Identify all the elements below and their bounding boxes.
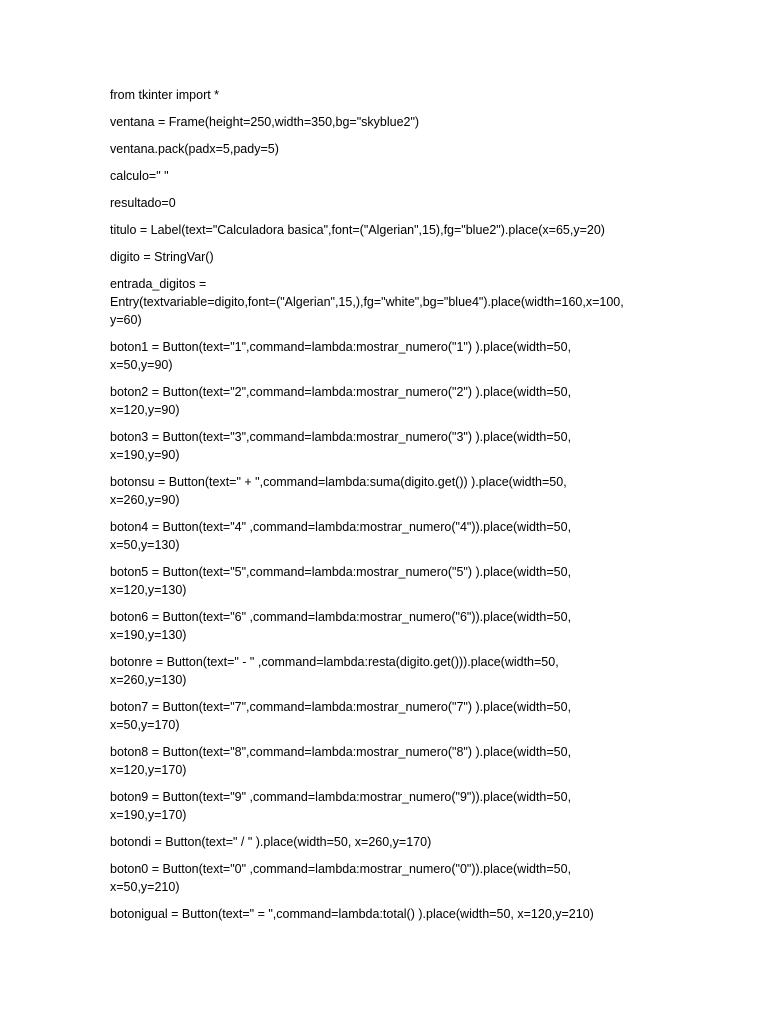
code-line-botondi: botondi = Button(text=" / " ).place(width=50, x=260,y=170) [110, 835, 432, 849]
code-line-boton2: boton2 = Button(text="2",command=lambda:mostrar_numero("2") ).place(width=50, x=120,y=90) [110, 385, 572, 417]
code-line-boton6: boton6 = Button(text="6" ,command=lambda:mostrar_numero("6")).place(width=50, x=190,y=130) [110, 610, 572, 642]
code-line-boton9: boton9 = Button(text="9" ,command=lambda:mostrar_numero("9")).place(width=50, x=190,y=170) [110, 790, 572, 822]
code-line-boton1: boton1 = Button(text="1",command=lambda:mostrar_numero("1") ).place(width=50, x=50,y=90) [110, 340, 572, 372]
code-line-entrada-digitos: entrada_digitos = Entry(textvariable=digito,font=("Algerian",15,),fg="white",bg="blue4").place(width=160,x=100, y=60) [110, 277, 624, 327]
code-line-ventana-pack: ventana.pack(padx=5,pady=5) [110, 142, 279, 156]
code-listing [110, 86, 670, 932]
code-line-botonre: botonre = Button(text=" - " ,command=lambda:resta(digito.get())).place(width=50, x=260,y=130) [110, 655, 559, 687]
code-line-titulo: titulo = Label(text="Calculadora basica",font=("Algerian",15),fg="blue2").place(x=65,y=20) [110, 223, 605, 237]
code-line-boton4: boton4 = Button(text="4" ,command=lambda:mostrar_numero("4")).place(width=50, x=50,y=130) [110, 520, 572, 552]
code-line-boton7: boton7 = Button(text="7",command=lambda:mostrar_numero("7") ).place(width=50, x=50,y=170) [110, 700, 572, 732]
code-line-import: from tkinter import * [110, 88, 220, 102]
code-line-digito: digito = StringVar() [110, 250, 214, 264]
code-line-ventana: ventana = Frame(height=250,width=350,bg="skyblue2") [110, 115, 420, 129]
code-line-botonigual: botonigual = Button(text=" = ",command=lambda:total() ).place(width=50, x=120,y=210) [110, 907, 594, 921]
code-line-botonsu: botonsu = Button(text=" + ",command=lambda:suma(digito.get()) ).place(width=50, x=260,y=90) [110, 475, 567, 507]
code-line-resultado: resultado=0 [110, 196, 176, 210]
code-line-boton5: boton5 = Button(text="5",command=lambda:mostrar_numero("5") ).place(width=50, x=120,y=130) [110, 565, 572, 597]
code-line-boton3: boton3 = Button(text="3",command=lambda:mostrar_numero("3") ).place(width=50, x=190,y=90) [110, 430, 572, 462]
code-line-calculo: calculo=" " [110, 169, 169, 183]
code-line-boton0: boton0 = Button(text="0" ,command=lambda:mostrar_numero("0")).place(width=50, x=50,y=210) [110, 862, 572, 894]
code-line-boton8: boton8 = Button(text="8",command=lambda:mostrar_numero("8") ).place(width=50, x=120,y=170) [110, 745, 572, 777]
